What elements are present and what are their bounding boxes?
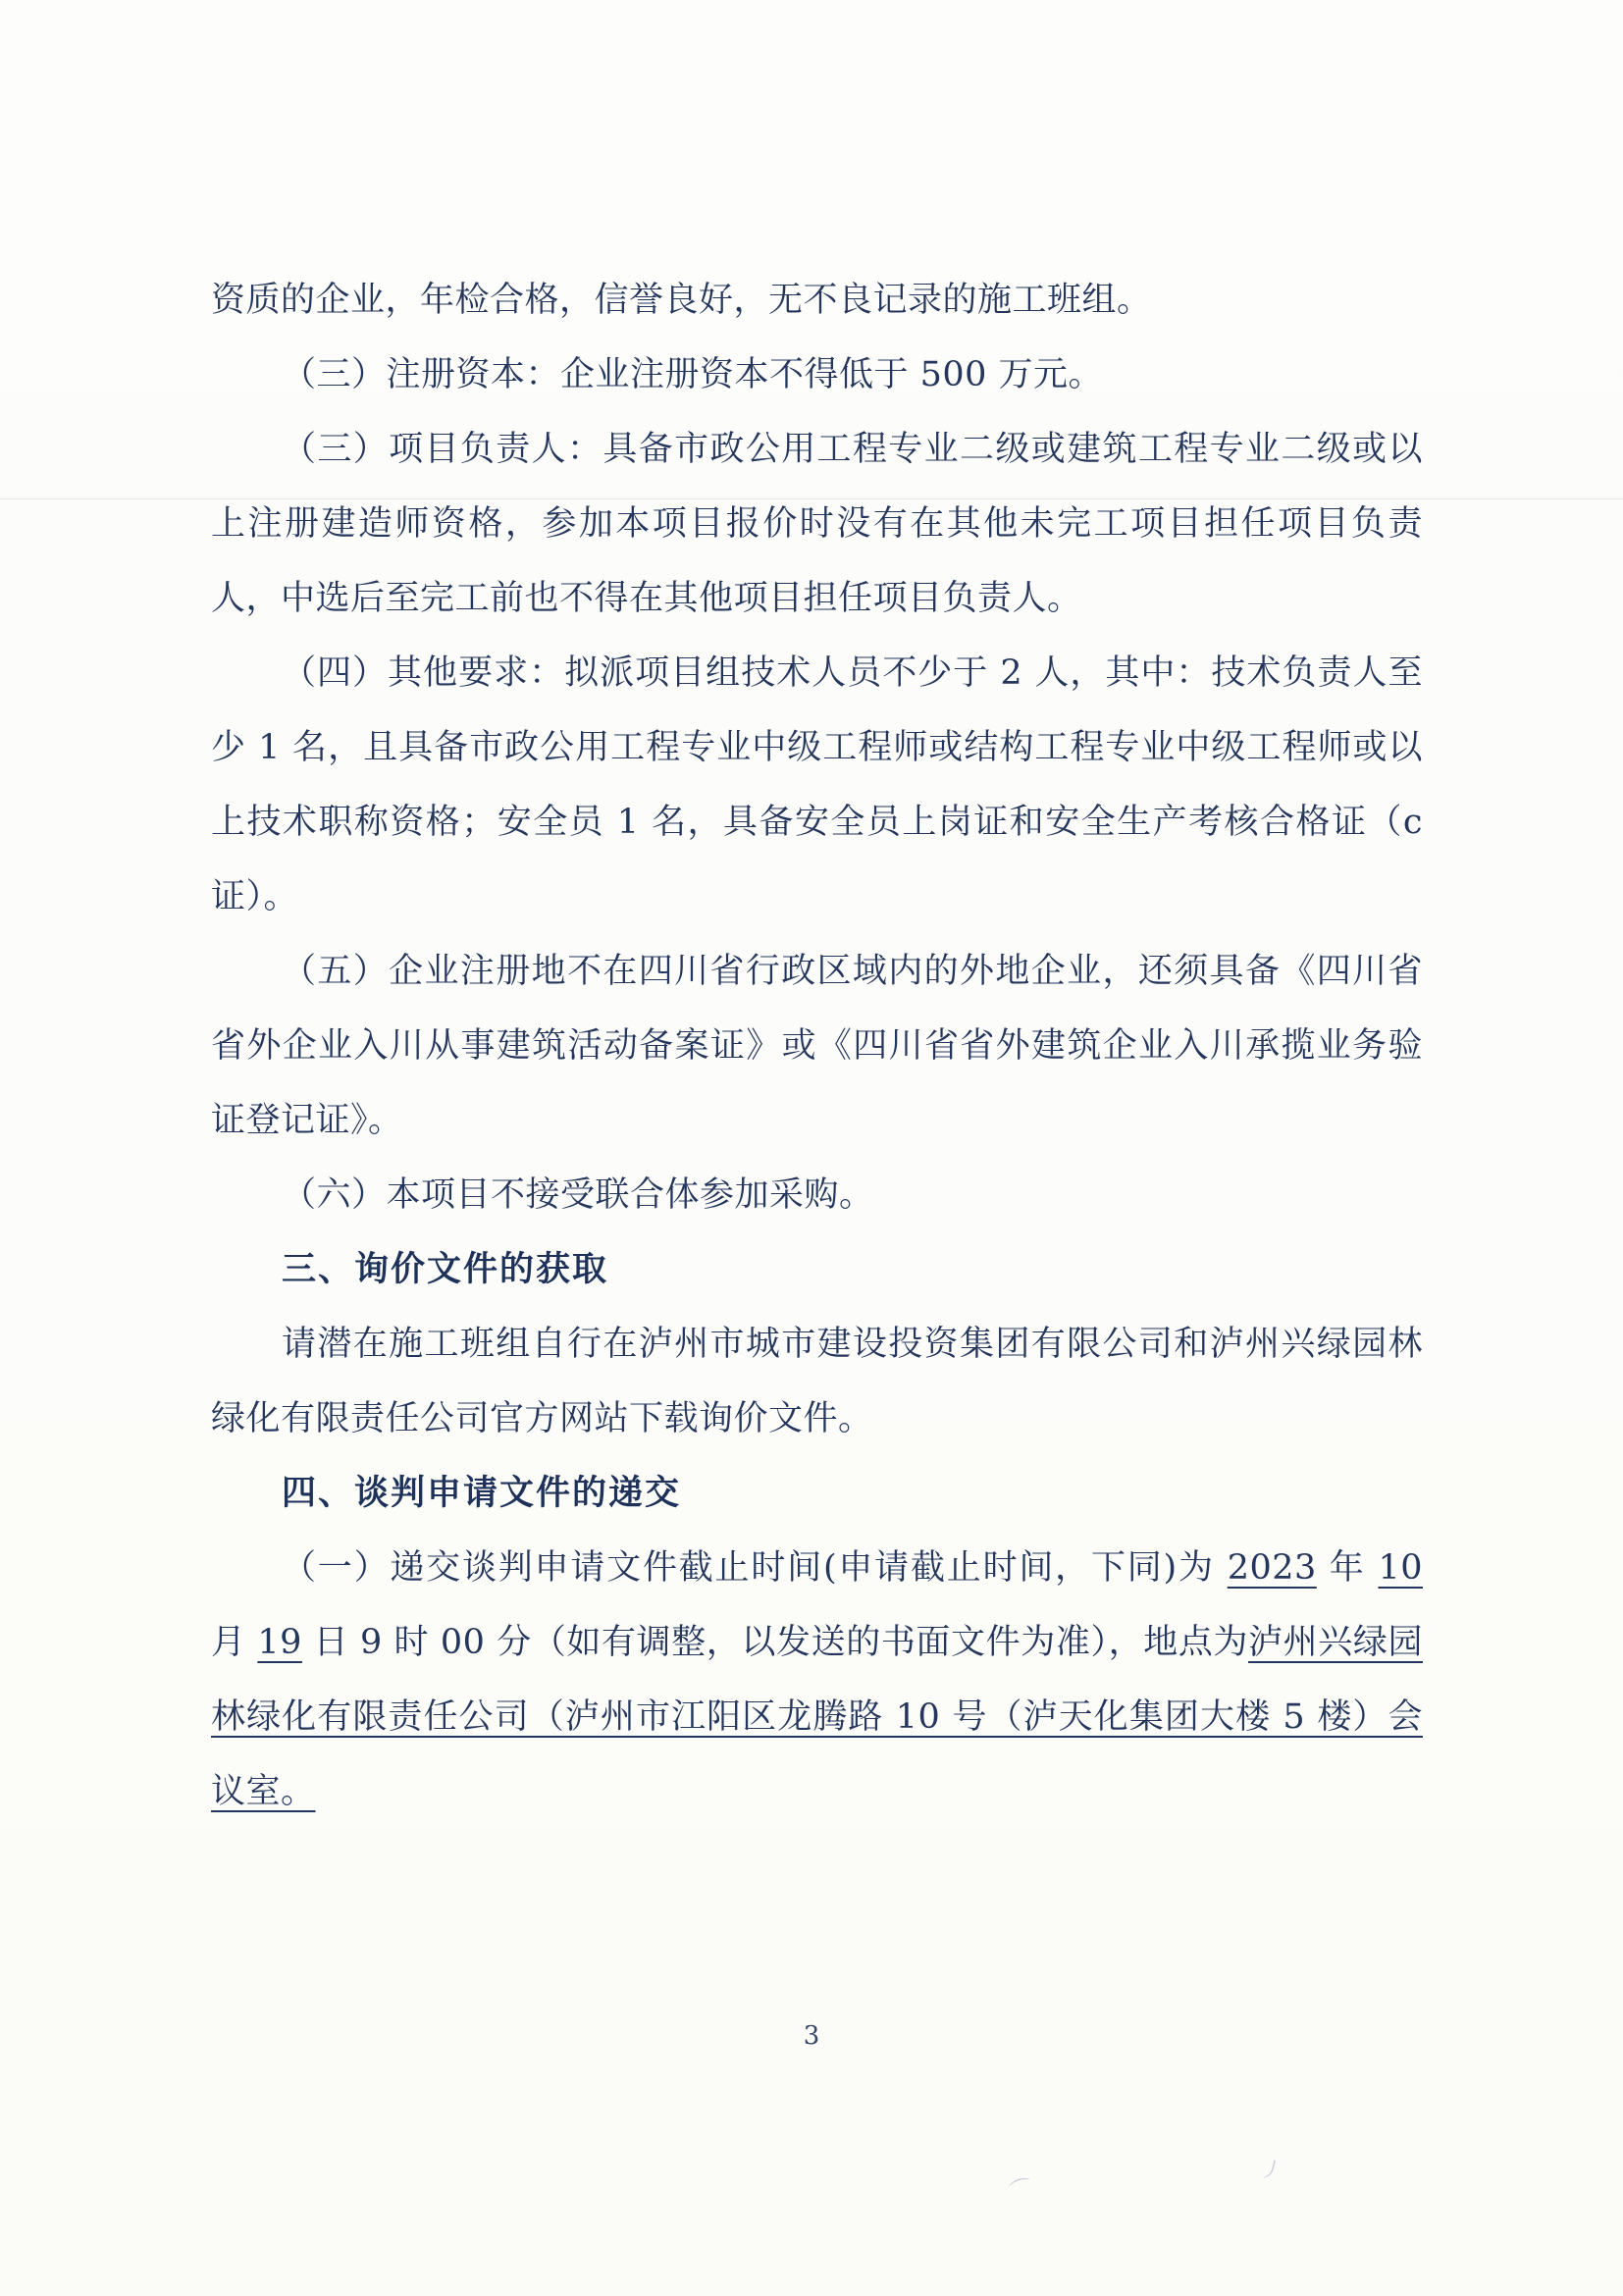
paragraph-project-leader: （三）项目负责人：具备市政公用工程专业二级或建筑工程专业二级或以上注册建造师资格，参加本项目报价时没有在其他未完工项目担任项目负责人，中选后至完工前也不得在其他项目担任项目负责人。 [211,430,1423,618]
document-body [211,263,1423,1829]
deadline-day: 19 [257,1623,302,1662]
deadline-time-text: 日 9 时 00 分（如有调整，以发送的书面文件为准），地点为 [301,1623,1249,1662]
paragraph-registered-capital: （三）注册资本：企业注册资本不得低于 500 万元。 [282,355,1104,394]
deadline-lead-text: （一）递交谈判申请文件截止时间(申请截止时间，下同)为 [282,1548,1228,1588]
heading-section-three: 三、询价文件的获取 [282,1249,609,1289]
deadline-year: 2023 [1227,1548,1317,1588]
paragraph-other-requirements: （四）其他要求：拟派项目组技术人员不少于 2 人，其中：技术负责人至少 1 名，且具备市政公用工程专业中级工程师或结构工程专业中级工程师或以上技术职称资格；安全员 1 名，具备安全员上岗证和安全生产考核合格证（c 证）。 [211,653,1423,916]
paragraph-out-of-province: （五）企业注册地不在四川省行政区域内的外地企业，还须具备《四川省省外企业入川从事建筑活动备案证》或《四川省省外建筑企业入川承揽业务验证登记证》。 [211,952,1423,1140]
paragraph-section-three-body: 请潜在施工班组自行在泸州市城市建设投资集团有限公司和泸州兴绿园林绿化有限责任公司官方网站下载询价文件。 [211,1325,1423,1438]
paragraph-no-consortium: （六）本项目不接受联合体参加采购。 [282,1175,874,1215]
paragraph-submission-deadline [211,1531,1423,1829]
deadline-month: 10 [1378,1548,1423,1588]
scan-smudge-right: 丿 [1258,2156,1284,2185]
heading-section-four: 四、谈判申请文件的递交 [282,1473,682,1513]
page-number: 3 [803,2021,820,2051]
deadline-year-unit: 年 [1316,1548,1379,1588]
scan-smudge-left: ⌒ [1008,2175,1036,2206]
deadline-venue: 泸州兴绿园林绿化有限责任公司（泸州市江阳区龙腾路 10 号（泸天化集团大楼 5 楼）会议室。 [211,1623,1423,1811]
paragraph-continuation: 资质的企业，年检合格，信誉良好，无不良记录的施工班组。 [211,281,1152,320]
deadline-month-unit: 月 [211,1623,258,1662]
